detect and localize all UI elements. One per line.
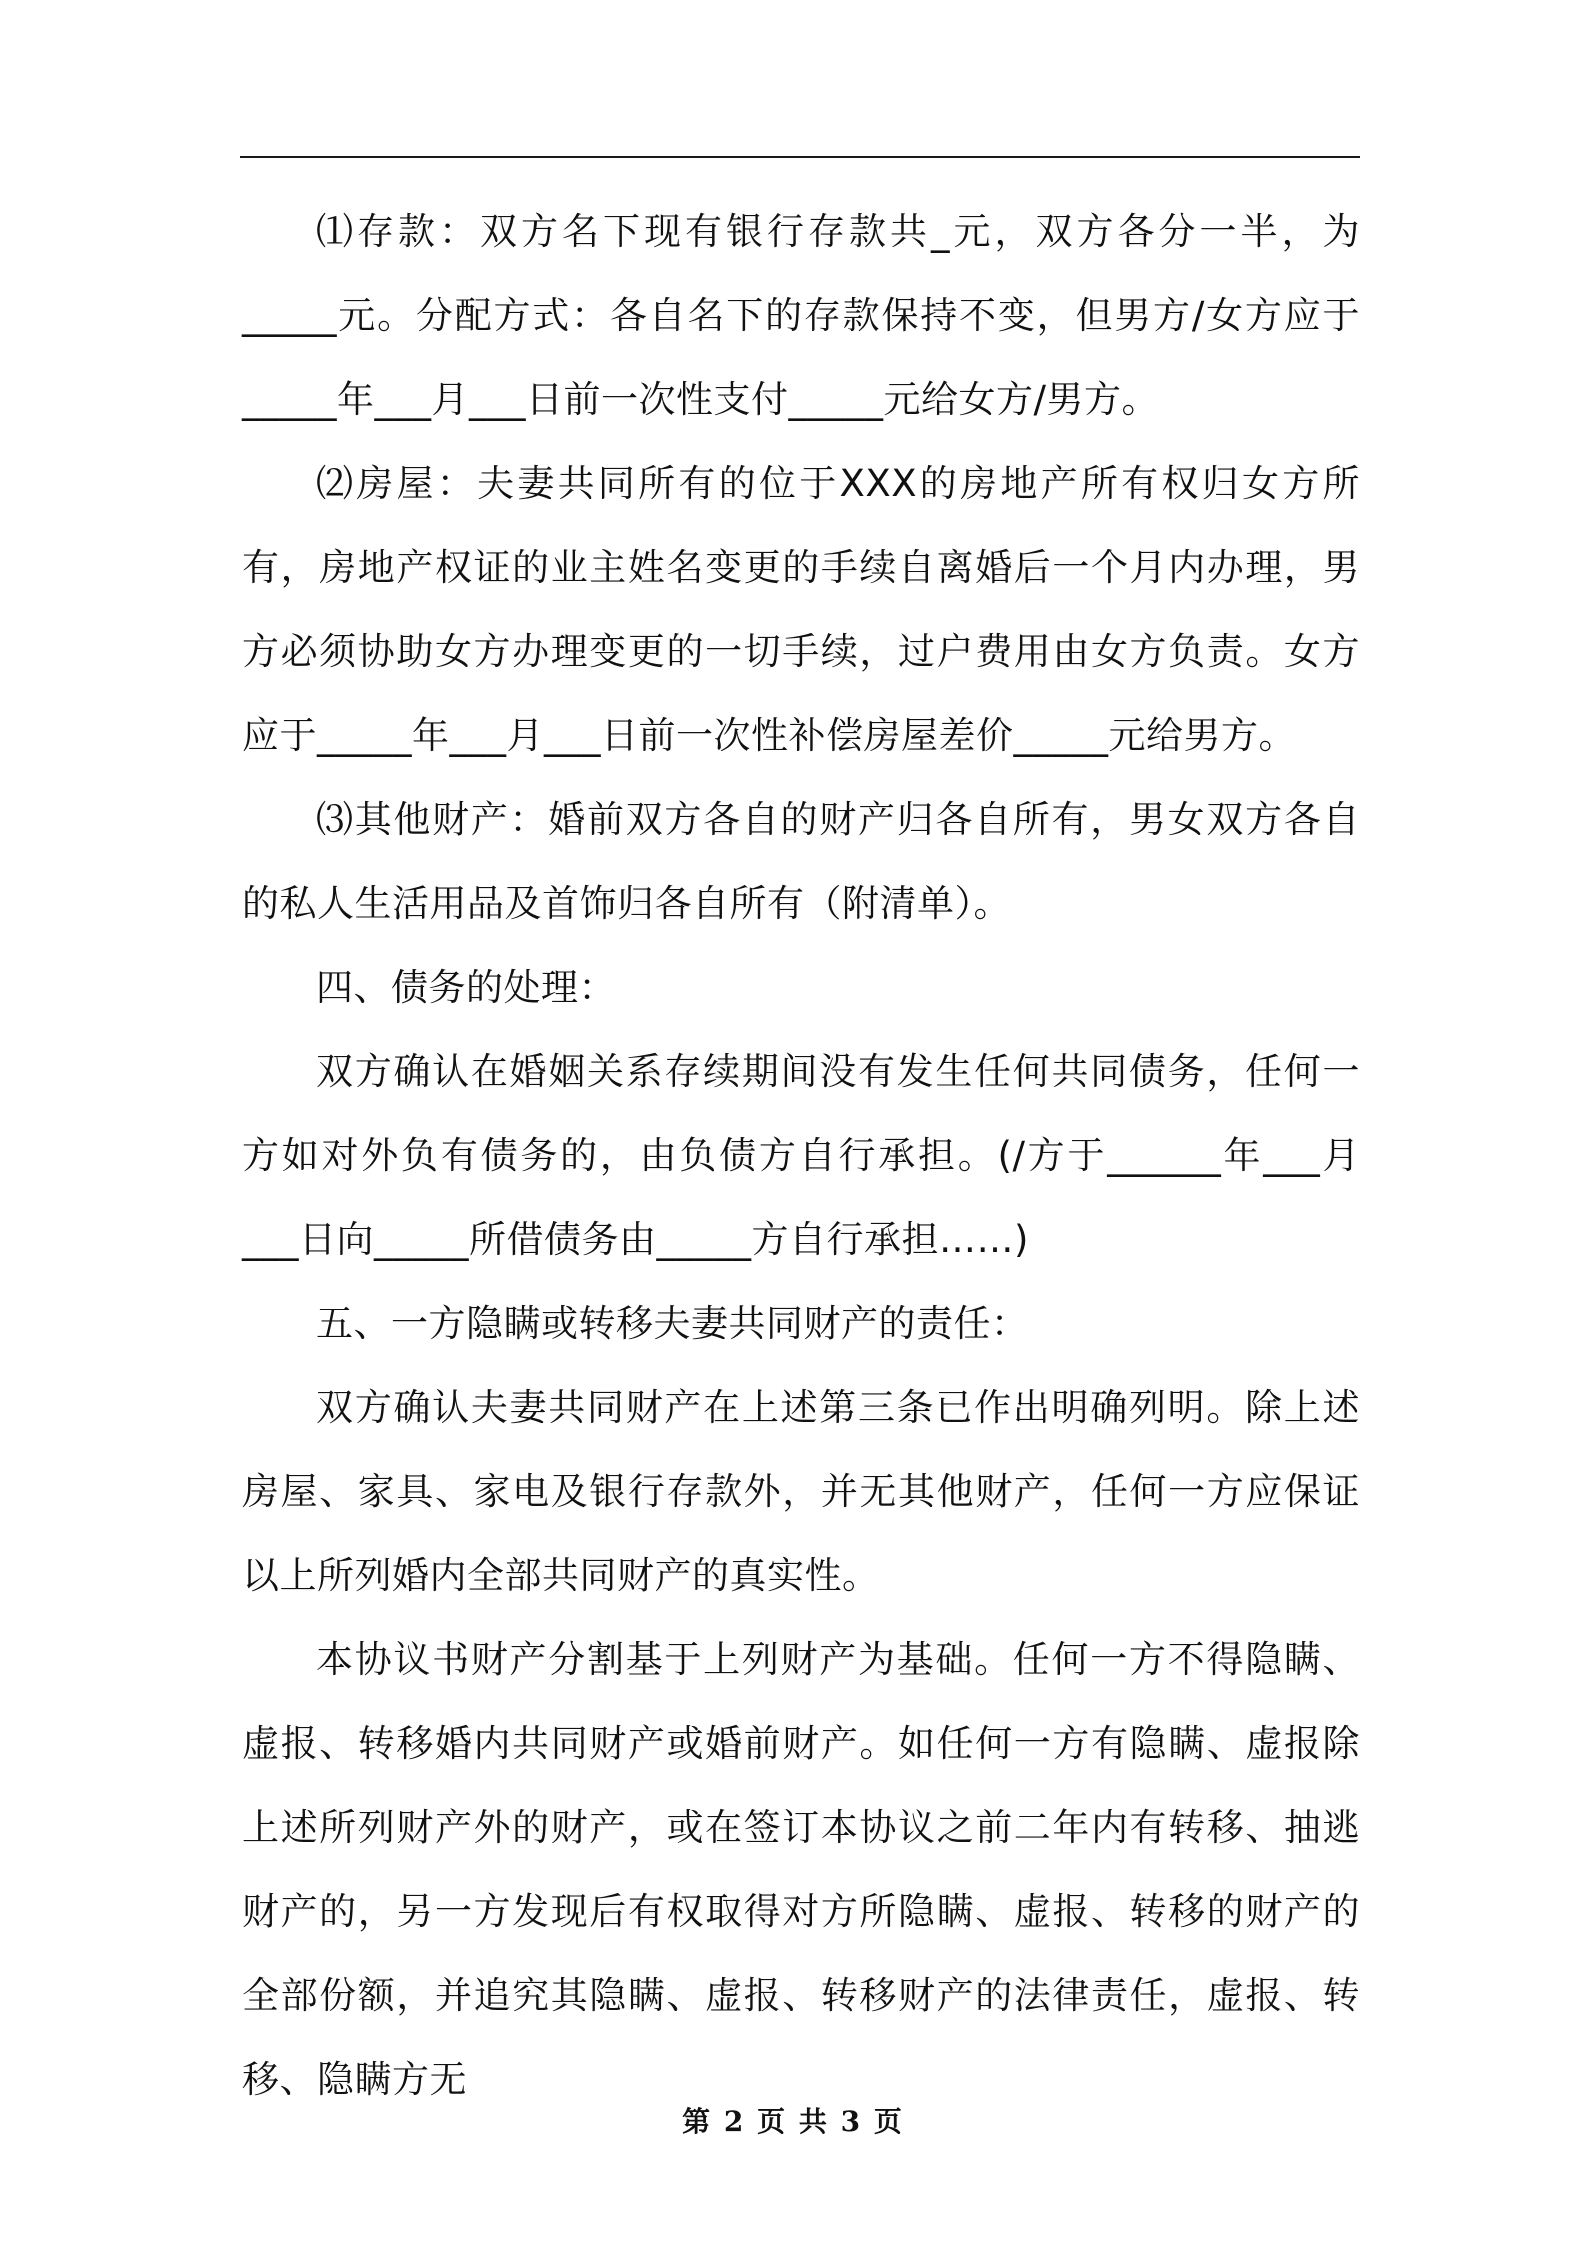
header-divider bbox=[240, 156, 1360, 158]
paragraph-confirmation: 双方确认夫妻共同财产在上述第三条已作出明确列明。除上述房屋、家具、家电及银行存款外，并无其他财产，任何一方应保证以上所列婚内全部共同财产的真实性。 bbox=[242, 1386, 1360, 1597]
paragraph-house: ⑵房屋：夫妻共同所有的位于XXX的房地产所有权归女方所有，房地产权证的业主姓名变更的手续自离婚后一个月内办理，男方必须协助女方办理变更的一切手续，过户费用由女方负责。女方应于_____年___月___日前一次性补偿房屋差价_____元给男方。 bbox=[242, 462, 1360, 757]
paragraph-deposit: ⑴存款：双方名下现有银行存款共_元，双方各分一半，为_____元。分配方式：各自名下的存款保持不变，但男方/女方应于_____年___月___日前一次性支付_____元给女方/男方。 bbox=[242, 210, 1360, 421]
page-number-footer: 第 2 页 共 3 页 bbox=[682, 2105, 904, 2138]
paragraph-debts: 双方确认在婚姻关系存续期间没有发生任何共同债务，任何一方如对外负有债务的，由负债方自行承担。(/方于______年___月___日向_____所借债务由_____方自行承担……) bbox=[242, 1050, 1360, 1261]
section-heading-debts: 四、债务的处理： bbox=[316, 966, 616, 1009]
document-body bbox=[242, 190, 1360, 2122]
section-heading-concealment: 五、一方隐瞒或转移夫妻共同财产的责任： bbox=[316, 1302, 1029, 1345]
paragraph-division-basis: 本协议书财产分割基于上列财产为基础。任何一方不得隐瞒、虚报、转移婚内共同财产或婚前财产。如任何一方有隐瞒、虚报除上述所列财产外的财产，或在签订本协议之前二年内有转移、抽逃财产的，另一方发现后有权取得对方所隐瞒、虚报、转移的财产的全部份额，并追究其隐瞒、虚报、转移财产的法律责任，虚报、转移、隐瞒方无 bbox=[242, 1638, 1360, 2101]
paragraph-other-property: ⑶其他财产：婚前双方各自的财产归各自所有，男女双方各自的私人生活用品及首饰归各自所有（附清单）。 bbox=[242, 798, 1360, 925]
